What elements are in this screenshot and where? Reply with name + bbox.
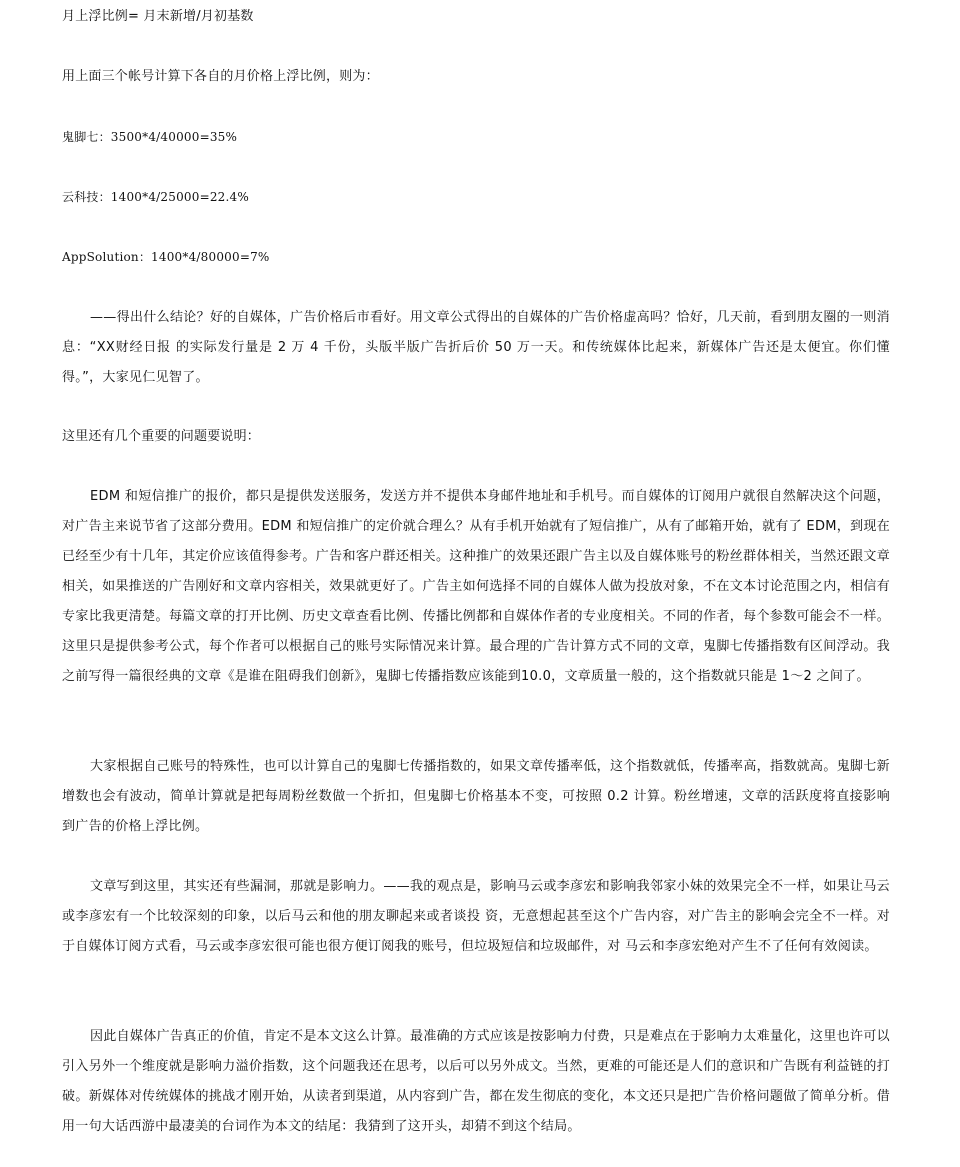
calc-yunkeji: 云科技：1400*4/25000=22.4%: [62, 190, 249, 204]
paragraph-edm: EDM 和短信推广的报价，都只是提供发送服务，发送方并不提供本身邮件地址和手机号。而自媒体的订阅用户就很自然解决这个问题，对广告主来说节省了这部分费用。EDM 和短信推广的定价就合理么？从有手机开始就有了短信推广，从有了邮箱开始，就有了 EDM，到现在已经至少有十几年，其定价应该值得参考。广告和客户群还相关。这种推广的效果还跟广告主以及自媒体账号的粉丝群体相关，当然还跟文章相关，如果推送的广告刚好和文章内容相关，效果就更好了。广告主如何选择不同的自媒体人做为投放对象，不在文本讨论范围之内，相信有专家比我更清楚。每篇文章的打开比例、历史文章查看比例、传播比例都和自媒体作者的专业度相关。不同的作者，每个参数可能会不一样。这里只是提供参考公式，每个作者可以根据自己的账号实际情况来计算。最合理的广告计算方式不同的文章，鬼脚七传播指数有区间浮动。我之前写得一篇很经典的文章《是谁在阻碍我们创新》，鬼脚七传播指数应该能到10.0，文章质量一般的，这个指数就只能是 1～2 之间了。: [62, 489, 890, 684]
intro-line: 用上面三个帐号计算下各自的月价格上浮比例，则为：: [62, 69, 379, 84]
formula-line: 月上浮比例= 月末新增/月初基数: [62, 9, 254, 24]
calc-appsolution: AppSolution：1400*4/80000=7%: [62, 250, 270, 264]
paragraph-index: 大家根据自己账号的特殊性，也可以计算自己的鬼脚七传播指数的，如果文章传播率低，这个指数就低，传播率高，指数就高。鬼脚七新增数也会有波动，简单计算就是把每周粉丝数做一个折扣，但鬼脚七价格基本不变，可按照 0.2 计算。粉丝增速，文章的活跃度将直接影响到广告的价格上浮比例。: [62, 759, 890, 834]
section-heading: 这里还有几个重要的问题要说明：: [62, 429, 261, 444]
paragraph-influence: 文章写到这里，其实还有些漏洞，那就是影响力。——我的观点是，影响马云或李彦宏和影响我邻家小妹的效果完全不一样，如果让马云或李彦宏有一个比较深刻的印象，以后马云和他的朋友聊起来或者谈投 资，无意想起甚至这个广告内容，对广告主的影响会完全不一样。对于自媒体订阅方式看，马云或李彦宏很可能也很方便订阅我的账号，但垃圾短信和垃圾邮件，对 马云和李彦宏绝对产生不了任何有效阅读。: [62, 879, 890, 954]
paragraph-conclusion: ——得出什么结论？好的自媒体，广告价格后市看好。用文章公式得出的自媒体的广告价格虚高吗？恰好，几天前，看到朋友圈的一则消息：“XX财经日报 的实际发行量是 2 万 4 千份，头版半版广告折后价 50 万一天。和传统媒体比起来，新媒体广告还是太便宜。你们懂得。”，大家见仁见智了。: [62, 310, 890, 385]
paragraph-conclusion-final: 因此自媒体广告真正的价值，肯定不是本文这么计算。最准确的方式应该是按影响力付费，只是难点在于影响力太难量化，这里也许可以引入另外一个维度就是影响力溢价指数，这个问题我还在思考，以后可以另外成文。当然，更难的可能还是人们的意识和广告既有利益链的打破。新媒体对传统媒体的挑战才刚开始，从读者到渠道，从内容到广告，都在发生彻底的变化，本文还只是把广告价格问题做了简单分析。借用一句大话西游中最凄美的台词作为本文的结尾：我猜到了这开头，却猜不到这个结局。: [62, 1029, 890, 1134]
calc-guijiaoqi: 鬼脚七：3500*4/40000=35%: [62, 130, 238, 144]
